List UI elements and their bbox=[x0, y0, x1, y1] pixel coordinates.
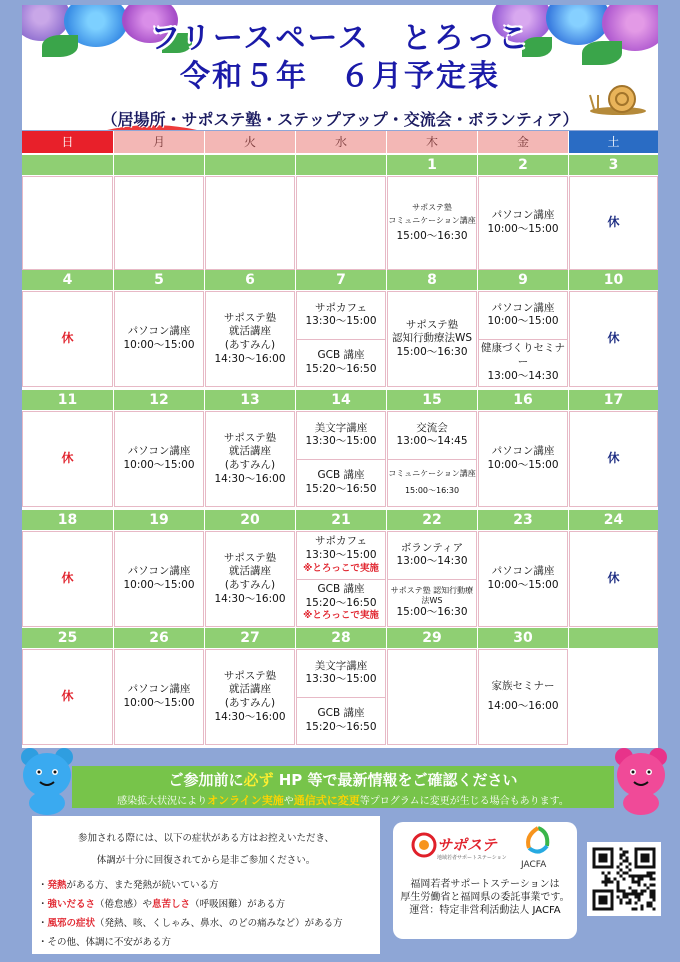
event-line: 美文字講座 bbox=[314, 659, 368, 672]
event-line: (あすみん) bbox=[224, 459, 276, 471]
symptoms-intro: 参加される際には、以下の症状がある方はお控えいただき、 体調が十分に回復されてから是非ご参加ください。 bbox=[77, 833, 335, 866]
event-line: 13:30～15:00 bbox=[305, 315, 377, 328]
day-number: 19 bbox=[114, 510, 204, 530]
notice-main-text: ご参加前に必ず HP 等で最新情報をご確認ください bbox=[168, 771, 518, 789]
day-cell bbox=[296, 176, 386, 270]
event-line: (あすみん) bbox=[224, 579, 276, 591]
event-line: 15:00～16:30 bbox=[396, 229, 468, 242]
organization-box bbox=[393, 822, 577, 939]
event-line: サポステ塾 bbox=[223, 311, 277, 324]
event-line: 休 bbox=[61, 451, 74, 466]
event-line: サポカフェ bbox=[315, 301, 367, 314]
event-block bbox=[23, 292, 112, 386]
day-number bbox=[205, 155, 295, 175]
day-number: 22 bbox=[387, 510, 477, 530]
event-block bbox=[570, 292, 657, 386]
day-number: 29 bbox=[387, 628, 477, 648]
day-cell bbox=[569, 176, 658, 270]
logos bbox=[393, 822, 577, 876]
event-block bbox=[388, 459, 476, 507]
jacfa-logo-icon bbox=[521, 824, 555, 858]
blue-bear-mascot-icon bbox=[18, 745, 76, 815]
day-number: 30 bbox=[478, 628, 568, 648]
day-cell bbox=[478, 531, 568, 627]
event-block bbox=[297, 579, 385, 627]
event-line: 就活講座 bbox=[229, 325, 271, 338]
day-cell bbox=[205, 176, 295, 270]
event-block bbox=[115, 292, 203, 386]
event-line: 健康づくりセミナー bbox=[481, 342, 565, 368]
event-line: 10:00～15:00 bbox=[487, 579, 559, 591]
day-cell bbox=[478, 411, 568, 507]
event-line: 13:30～15:00 bbox=[305, 673, 377, 686]
event-line: 美文字講座 bbox=[314, 421, 368, 434]
event-line: 14:30～16:00 bbox=[214, 592, 286, 605]
event-line: 休 bbox=[607, 331, 620, 346]
saposte-logo-icon bbox=[411, 832, 437, 858]
day-number: 20 bbox=[205, 510, 295, 530]
program-list: （居場所・サポステ塾・ステップアップ・交流会・ボランティア） bbox=[101, 110, 579, 129]
event-line: 15:20～16:50 bbox=[305, 596, 377, 609]
day-number: 28 bbox=[296, 628, 386, 648]
event-block bbox=[115, 650, 203, 744]
event-block bbox=[115, 412, 203, 506]
day-cell bbox=[478, 291, 568, 387]
event-line: 14:30～16:00 bbox=[214, 710, 286, 723]
day-number: 4 bbox=[22, 270, 113, 290]
event-block bbox=[297, 532, 385, 579]
event-block bbox=[388, 292, 476, 386]
header-banner bbox=[22, 5, 658, 130]
day-cell bbox=[387, 649, 477, 745]
symptom-item: ・その他、体調に不安がある方 bbox=[38, 937, 172, 948]
event-block bbox=[206, 532, 294, 626]
event-line: サポステ塾 bbox=[412, 202, 452, 212]
event-line: パソコン講座 bbox=[127, 325, 191, 338]
day-cell bbox=[114, 176, 204, 270]
symptom-item: ・風邪の症状（発熱、咳、くしゃみ、鼻水、のどの痛みなど）がある方 bbox=[38, 918, 343, 929]
day-cell bbox=[478, 176, 568, 270]
event-line: パソコン講座 bbox=[127, 683, 191, 696]
event-line: 10:00～15:00 bbox=[123, 579, 195, 591]
day-cell bbox=[114, 411, 204, 507]
event-line: 10:00～15:00 bbox=[487, 459, 559, 471]
event-line: コミュニケーション講座 bbox=[388, 216, 476, 226]
event-line: GCB 講座 bbox=[317, 707, 365, 720]
day-number: 2 bbox=[478, 155, 568, 175]
day-cell bbox=[569, 291, 658, 387]
event-line: パソコン講座 bbox=[491, 209, 555, 222]
day-number: 21 bbox=[296, 510, 386, 530]
event-block bbox=[297, 412, 385, 459]
weekday-header: 土 bbox=[569, 131, 658, 153]
day-number: 12 bbox=[114, 390, 204, 410]
weekday-header: 金 bbox=[478, 131, 568, 153]
day-cell bbox=[387, 531, 477, 627]
event-line: 15:20～16:50 bbox=[305, 482, 377, 495]
day-cell bbox=[296, 649, 386, 745]
weekday-header: 日 bbox=[22, 131, 113, 153]
event-line: 休 bbox=[61, 689, 74, 704]
event-block bbox=[23, 650, 112, 744]
event-block bbox=[297, 292, 385, 339]
event-line: ※とろっこで実施 bbox=[303, 562, 379, 574]
event-line: パソコン講座 bbox=[127, 565, 191, 578]
weekday-header: 火 bbox=[205, 131, 295, 153]
day-number: 15 bbox=[387, 390, 477, 410]
page-title: フリースペース とろっこ bbox=[150, 21, 530, 56]
day-cell bbox=[296, 291, 386, 387]
pink-bear-mascot-icon bbox=[612, 745, 670, 815]
day-number: 13 bbox=[205, 390, 295, 410]
day-cell bbox=[569, 531, 658, 627]
event-line: 休 bbox=[607, 571, 620, 586]
event-block bbox=[479, 412, 567, 506]
day-cell bbox=[205, 649, 295, 745]
day-cell bbox=[22, 411, 113, 507]
event-block bbox=[206, 650, 294, 744]
day-cell bbox=[387, 291, 477, 387]
day-cell bbox=[296, 411, 386, 507]
event-block bbox=[388, 532, 476, 579]
event-line: GCB 講座 bbox=[317, 469, 365, 482]
event-line: 15:00～16:30 bbox=[396, 345, 468, 358]
event-line: (あすみん) bbox=[224, 697, 276, 709]
day-number: 1 bbox=[387, 155, 477, 175]
event-block bbox=[23, 532, 112, 626]
day-number bbox=[569, 628, 658, 648]
event-line: 就活講座 bbox=[229, 683, 271, 696]
event-block bbox=[23, 412, 112, 506]
event-line: 就活講座 bbox=[229, 565, 271, 578]
day-number bbox=[22, 155, 113, 175]
day-number: 17 bbox=[569, 390, 658, 410]
event-line: GCB 講座 bbox=[317, 349, 365, 362]
event-line: サポカフェ bbox=[315, 535, 367, 548]
day-number: 8 bbox=[387, 270, 477, 290]
event-block bbox=[388, 177, 476, 269]
qr-code[interactable] bbox=[587, 842, 661, 916]
day-cell bbox=[22, 531, 113, 627]
day-cell bbox=[22, 291, 113, 387]
day-number: 14 bbox=[296, 390, 386, 410]
event-block bbox=[297, 339, 385, 387]
notice-sub-text: 感染拡大状況によりオンライン実施や通信式に変更等プログラムに変更が生じる場合もあります。 bbox=[117, 794, 569, 807]
day-number bbox=[296, 155, 386, 175]
event-line: パソコン講座 bbox=[127, 445, 191, 458]
schedule-calendar bbox=[22, 131, 658, 748]
day-number: 27 bbox=[205, 628, 295, 648]
notice-banner bbox=[72, 766, 614, 808]
event-line: サポステ塾 bbox=[405, 318, 459, 331]
event-line: 認知行動療法WS bbox=[391, 332, 473, 345]
event-line: ※とろっこで実施 bbox=[303, 610, 379, 622]
event-block bbox=[297, 459, 385, 507]
day-cell bbox=[569, 411, 658, 507]
event-line: 休 bbox=[61, 571, 74, 586]
day-number: 7 bbox=[296, 270, 386, 290]
event-line: 14:30～16:00 bbox=[214, 352, 286, 365]
day-number: 3 bbox=[569, 155, 658, 175]
day-cell bbox=[114, 291, 204, 387]
event-line: 交流会 bbox=[416, 421, 448, 434]
organization-info: 福岡若者サポートステーションは 厚生労働省と福岡県の委託事業です。 運営：特定非営利活動法人 JACFA bbox=[400, 879, 570, 916]
event-block bbox=[479, 532, 567, 626]
event-block bbox=[297, 650, 385, 697]
day-number bbox=[114, 155, 204, 175]
event-line: 14:30～16:00 bbox=[214, 472, 286, 485]
event-line: 家族セミナー bbox=[491, 680, 555, 693]
event-line: 13:00～14:45 bbox=[396, 435, 468, 448]
event-block bbox=[297, 697, 385, 745]
event-line: サポステ塾 認知行動療法WS bbox=[390, 585, 474, 605]
event-line: サポステ塾 bbox=[223, 551, 277, 564]
event-line: GCB 講座 bbox=[317, 582, 365, 595]
event-line: 休 bbox=[61, 331, 74, 346]
event-line: サポステ塾 bbox=[223, 669, 277, 682]
day-number: 25 bbox=[22, 628, 113, 648]
symptom-list bbox=[38, 876, 380, 952]
event-line: パソコン講座 bbox=[491, 565, 555, 578]
event-block bbox=[206, 292, 294, 386]
weekday-header: 水 bbox=[296, 131, 386, 153]
day-cell bbox=[22, 176, 113, 270]
event-line: 就活講座 bbox=[229, 445, 271, 458]
page-subtitle-month: 令和５年 ６月予定表 bbox=[180, 59, 500, 94]
event-line: パソコン講座 bbox=[491, 445, 555, 458]
event-line: 14:00～16:00 bbox=[487, 700, 559, 712]
day-number: 18 bbox=[22, 510, 113, 530]
event-line: 13:30～15:00 bbox=[305, 435, 377, 448]
day-number: 10 bbox=[569, 270, 658, 290]
event-block bbox=[388, 579, 476, 627]
day-cell bbox=[22, 649, 113, 745]
weekday-header: 木 bbox=[387, 131, 477, 153]
day-cell bbox=[387, 176, 477, 270]
event-line: 13:30～15:00 bbox=[305, 549, 377, 562]
day-cell bbox=[296, 531, 386, 627]
event-line: 15:20～16:50 bbox=[305, 362, 377, 375]
event-line: 10:00～15:00 bbox=[123, 339, 195, 351]
event-line: 15:00～16:30 bbox=[404, 485, 460, 495]
day-number: 26 bbox=[114, 628, 204, 648]
day-number: 5 bbox=[114, 270, 204, 290]
weekday-header-row bbox=[22, 131, 658, 153]
event-line: パソコン講座 bbox=[491, 301, 555, 314]
event-line: 10:00～15:00 bbox=[487, 315, 559, 328]
day-number: 16 bbox=[478, 390, 568, 410]
event-block bbox=[206, 412, 294, 506]
event-block bbox=[479, 650, 567, 744]
day-cell bbox=[114, 649, 204, 745]
event-line: コミュニケーション講座 bbox=[388, 469, 476, 479]
event-block bbox=[479, 292, 567, 339]
event-line: 休 bbox=[607, 451, 620, 466]
saposte-logo-text: サポステ bbox=[437, 836, 497, 854]
event-line: 10:00～15:00 bbox=[487, 223, 559, 235]
day-cell bbox=[205, 411, 295, 507]
event-block bbox=[570, 412, 657, 506]
symptoms-box bbox=[32, 816, 380, 954]
event-block bbox=[570, 177, 657, 269]
day-cell bbox=[114, 531, 204, 627]
saposte-logo-subtext: 地域若者サポートステーション bbox=[437, 855, 507, 861]
event-block bbox=[479, 177, 567, 269]
event-line: 13:00～14:30 bbox=[487, 369, 559, 382]
day-cell bbox=[478, 649, 568, 745]
event-line: 13:00～14:30 bbox=[396, 555, 468, 568]
event-line: 10:00～15:00 bbox=[123, 459, 195, 471]
symptom-item: ・発熱がある方、また発熱が続いている方 bbox=[38, 880, 219, 891]
day-number: 23 bbox=[478, 510, 568, 530]
day-cell bbox=[205, 531, 295, 627]
day-number: 6 bbox=[205, 270, 295, 290]
day-number: 11 bbox=[22, 390, 113, 410]
symptom-item: ・強いだるさ（倦怠感）や息苦しさ（呼吸困難）がある方 bbox=[38, 899, 286, 910]
event-block bbox=[115, 532, 203, 626]
event-block bbox=[570, 532, 657, 626]
day-cell bbox=[205, 291, 295, 387]
event-line: ボランティア bbox=[400, 541, 464, 554]
day-number: 24 bbox=[569, 510, 658, 530]
weekday-header: 月 bbox=[114, 131, 204, 153]
event-line: 休 bbox=[607, 215, 620, 230]
event-block bbox=[388, 412, 476, 459]
event-line: サポステ塾 bbox=[223, 431, 277, 444]
event-line: 10:00～15:00 bbox=[123, 697, 195, 709]
day-cell bbox=[387, 411, 477, 507]
event-block bbox=[479, 339, 567, 387]
event-line: 15:00～16:30 bbox=[396, 606, 468, 619]
jacfa-logo-text: JACFA bbox=[521, 860, 547, 870]
event-line: (あすみん) bbox=[224, 339, 276, 351]
event-line: 15:20～16:50 bbox=[305, 720, 377, 733]
day-number: 9 bbox=[478, 270, 568, 290]
